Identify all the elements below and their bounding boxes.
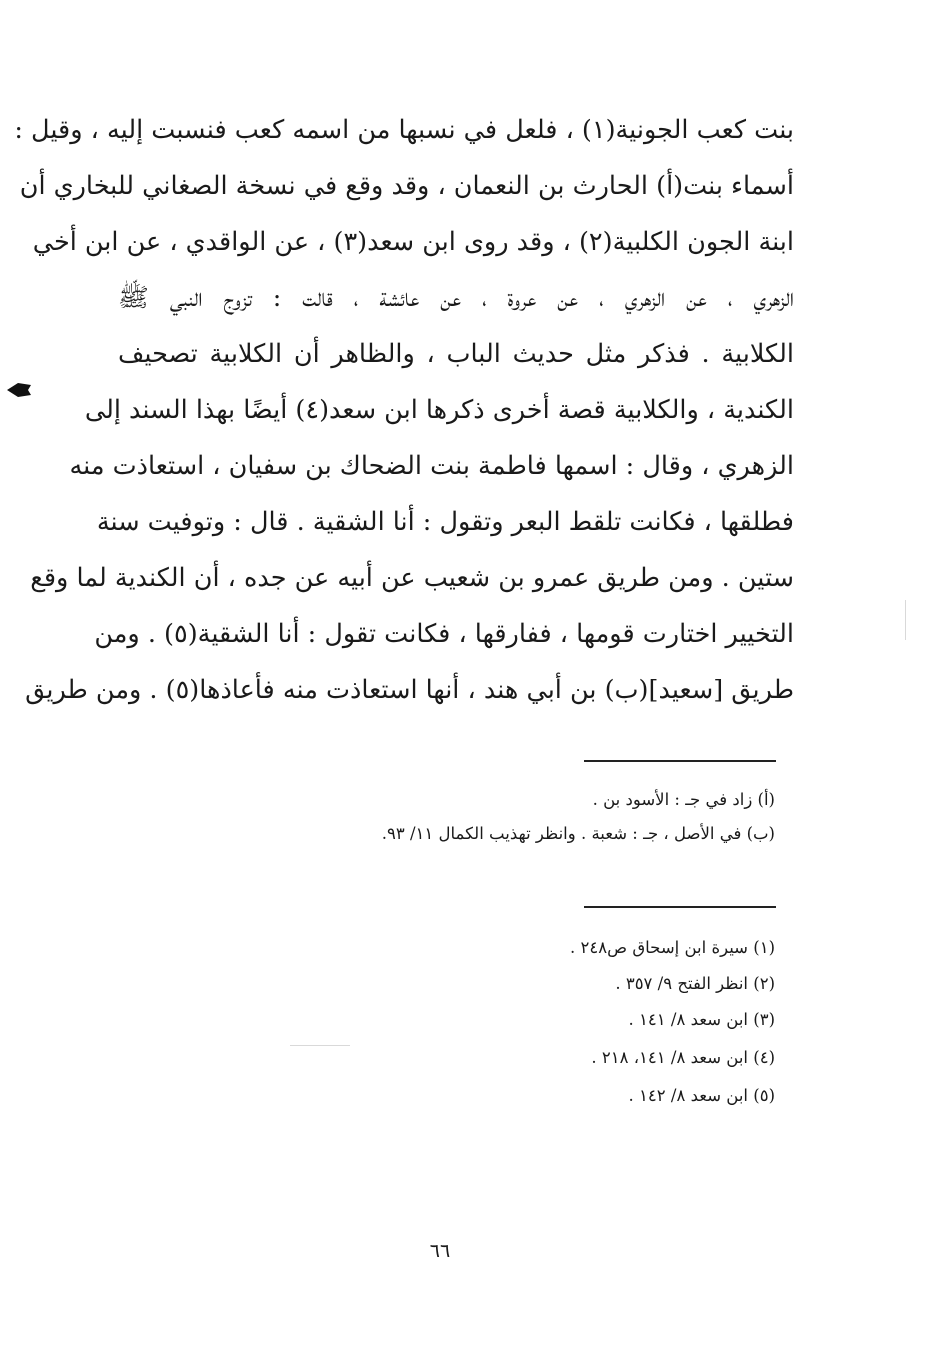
text-line-7: الزهري ، وقال : اسمها فاطمة بنت الضحاك بن سفيان ، استعاذت منه — [69, 451, 794, 481]
text-line-8: فطلقها ، فكانت تلقط البعر وتقول : أنا الشقية . قال : وتوفيت سنة — [96, 507, 794, 537]
footnote-3: (٣) ابن سعد ٨/ ١٤١ . — [628, 1010, 775, 1029]
text-line-10: التخيير اختارت قومها ، ففارقها ، فكانت تقول : أنا الشقية(٥) . ومن — [94, 619, 794, 649]
page-number: ٦٦ — [429, 1240, 451, 1262]
text-line-6: الكندية ، والكلابية قصة أخرى ذكرها ابن سعد(٤) أيضًا بهذا السند إلى — [84, 395, 794, 425]
footnote-4: (٤) ابن سعد ٨/ ١٤١، ٢١٨ . — [591, 1048, 775, 1067]
text-line-11: طريق [سعيد](ب) بن أبي هند ، أنها استعاذت منه فأعاذها(٥) . ومن طريق — [25, 675, 794, 705]
variant-note-a: (أ) زاد في جـ : الأسود بن . — [592, 790, 775, 809]
scan-speck — [290, 1045, 350, 1046]
footnote-2: (٢) انظر الفتح ٩/ ٣٥٧ . — [615, 974, 775, 993]
footnote-1: (١) سيرة ابن إسحاق ص٢٤٨ . — [570, 938, 775, 957]
text-line-1: بنت كعب الجونية(١) ، فلعل في نسبها من اسمه كعب فنسبت إليه ، وقيل : — [14, 115, 794, 145]
text-line-9: ستين . ومن طريق عمرو بن شعيب عن أبيه عن جده ، أن الكندية لما وقع — [30, 563, 794, 593]
margin-arrow-icon — [6, 382, 32, 398]
variant-notes-divider — [584, 760, 776, 762]
text-line-4: الزهري ، عن الزهري ، عن عروة ، عن عائشة ، قالت : تزوج النبي ﷺ — [118, 283, 794, 313]
scan-speck — [905, 600, 906, 640]
text-line-3: ابنة الجون الكلبية(٢) ، وقد روى ابن سعد(٣) ، عن الواقدي ، عن ابن أخي — [32, 227, 794, 257]
text-line-2: أسماء بنت(أ) الحارث بن النعمان ، وقد وقع في نسخة الصغاني للبخاري أن — [19, 171, 794, 201]
footnote-5: (٥) ابن سعد ٨/ ١٤٢ . — [628, 1086, 775, 1105]
variant-note-b: (ب) في الأصل ، جـ : شعبة . وانظر تهذيب الكمال ١١/ ٩٣. — [381, 824, 775, 843]
footnotes-divider — [584, 906, 776, 908]
text-line-5: الكلابية . فذكر مثل حديث الباب ، والظاهر أن الكلابية تصحيف — [118, 339, 794, 369]
